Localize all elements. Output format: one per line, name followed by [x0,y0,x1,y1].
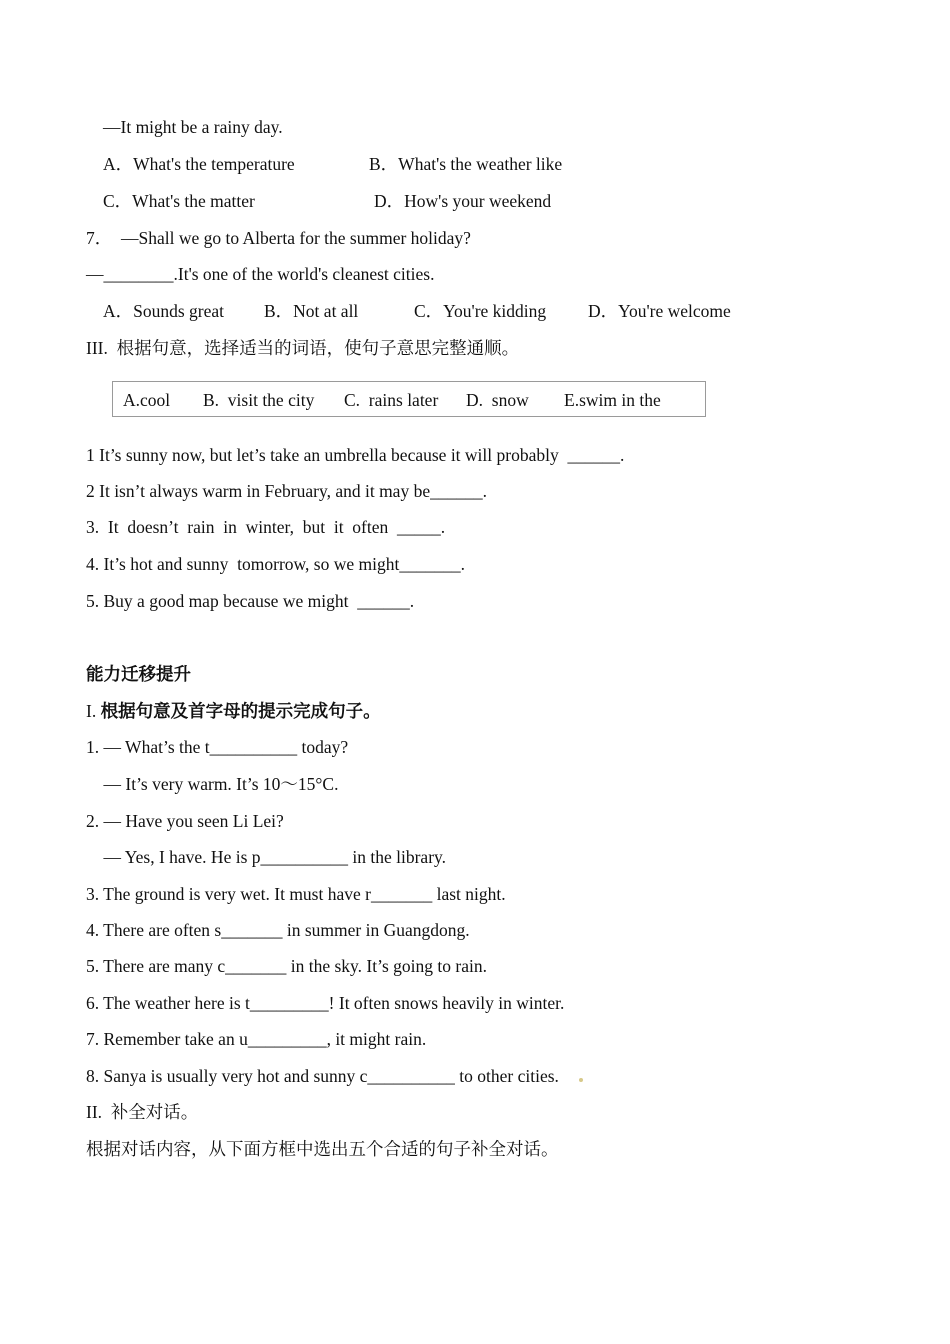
part3-sentence-3: 3. It doesn’t rain in winter, but it often _____. [86,517,446,537]
ability-line-8: 6. The weather here is t_________! It often snows heavily in winter. [86,993,565,1013]
word-option-e: E.swim in the [564,390,661,410]
ability-line-10: 8. Sanya is usually very hot and sunny c__________ to other cities. [86,1066,559,1086]
word-box [112,381,706,417]
part3-sentence-1: 1 It’s sunny now, but let’s take an umbrella because it will probably ______. [86,445,625,465]
word-option-c: C. rains later [344,390,439,410]
q6-answer-line: —It might be a rainy day. [103,117,283,137]
ability-part1-heading [86,700,381,722]
ability-section-title: 能力迁移提升 [86,664,191,684]
ability-line-6: 4. There are often s_______ in summer in Guangdong. [86,920,470,940]
ability-part2-heading: II. 补全对话。 [86,1102,199,1122]
part3-sentence-5: 5. Buy a good map because we might ______. [86,591,415,611]
q6-option-a: A．What's the temperature [103,154,295,174]
word-option-a: A.cool [123,390,171,410]
part3-sentence-4: 4. It’s hot and sunny tomorrow, so we might_______. [86,554,465,574]
q6-option-d: D．How's your weekend [374,191,552,211]
q7-option-b: B．Not at all [264,301,359,321]
ability-line-4: — Yes, I have. He is p__________ in the library. [86,847,447,867]
word-option-b: B. visit the city [203,390,315,410]
ability-line-2: — It’s very warm. It’s 10～15°C. [86,774,339,794]
q6-option-c: C．What's the matter [103,191,255,211]
part3-heading: III. 根据句意，选择适当的词语，使句子意思完整通顺。 [86,338,520,358]
ability-part1-number: I. [86,701,97,721]
ink-speck [579,1078,583,1082]
q7-option-d: D．You're welcome [588,301,731,321]
q7-option-c: C．You're kidding [414,301,547,321]
q7-reply: —________.It's one of the world's cleanest cities. [86,264,435,284]
ability-line-9: 7. Remember take an u_________, it might rain. [86,1029,427,1049]
word-option-d: D. snow [466,390,529,410]
ability-line-5: 3. The ground is very wet. It must have r_______ last night. [86,884,506,904]
ability-part1-text: 根据句意及首字母的提示完成句子。 [100,701,381,721]
part3-sentence-2: 2 It isn’t always warm in February, and it may be______. [86,481,487,501]
ability-line-3: 2. — Have you seen Li Lei? [86,811,284,831]
ability-line-7: 5. There are many c_______ in the sky. It’s going to rain. [86,956,487,976]
ability-line-1: 1. — What’s the t__________ today? [86,737,349,757]
q7-option-a: A．Sounds great [103,301,225,321]
q7-question: 7． —Shall we go to Alberta for the summer holiday? [86,228,471,248]
q6-option-b: B．What's the weather like [369,154,563,174]
ability-part2-instruction: 根据对话内容，从下面方框中选出五个合适的句子补全对话。 [86,1139,559,1159]
